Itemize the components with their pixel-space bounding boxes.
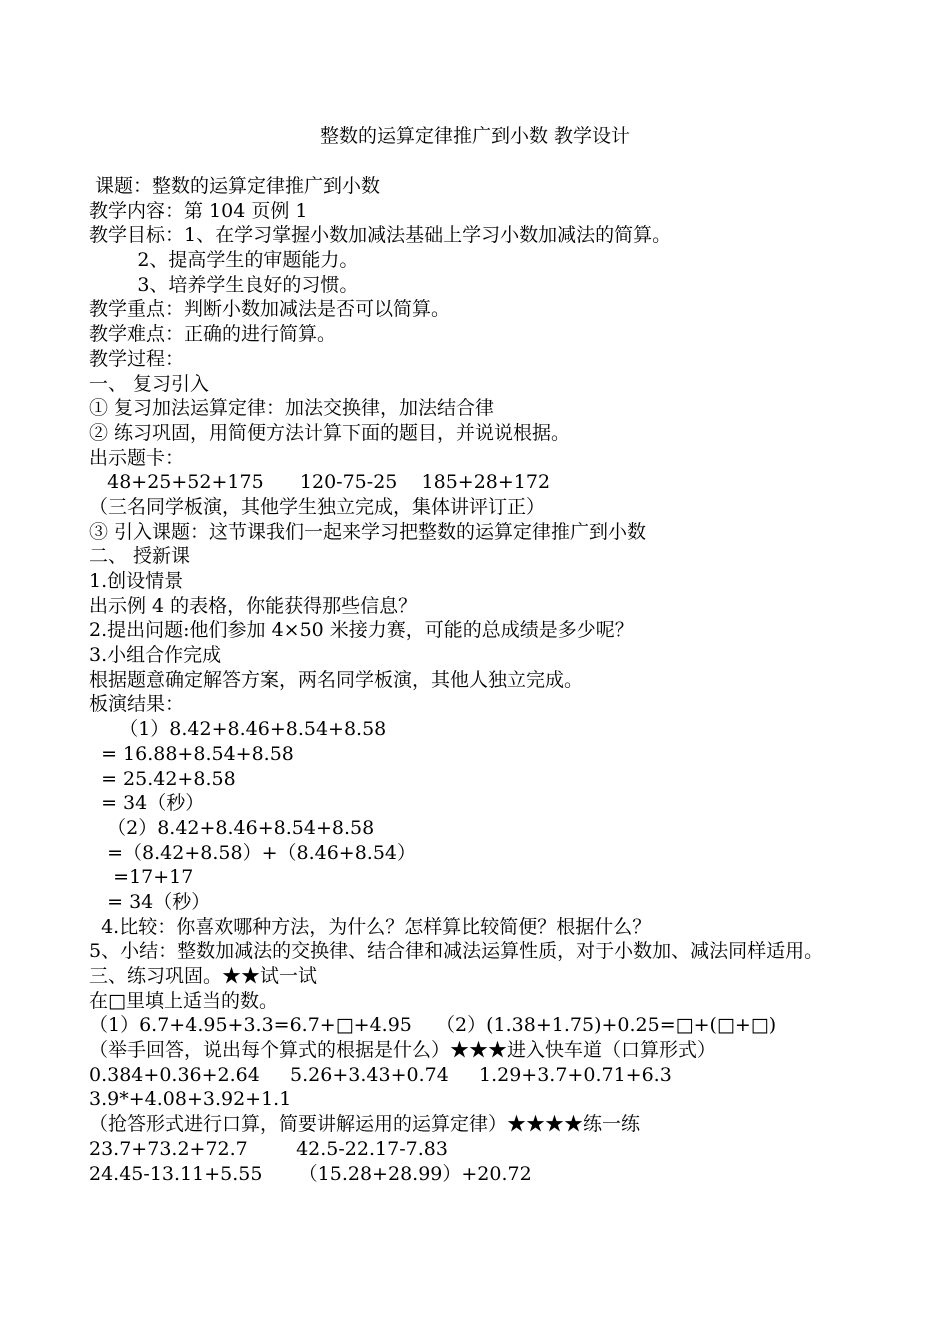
math-line: = 16.88+8.54+8.58 [89,742,294,765]
math-line: = 34（秒） [89,890,211,913]
math-line: =17+17 [89,866,194,889]
text-line-process: 教学过程： [89,347,185,370]
text-line-goal-1: 教学目标：1、在学习掌握小数加减法基础上学习小数加减法的简算。 [89,224,672,247]
text-line-board-note: （三名同学板演，其他学生独立完成，集体讲评订正） [89,495,546,518]
text-line-difficulty: 教学难点：正确的进行简算。 [89,323,337,346]
text-line-content: 教学内容：第 104 页例 1 [89,199,308,222]
math-line: 3.9*+4.08+3.92+1.1 [89,1088,292,1111]
text-line-quick-answer: （抢答形式进行口算，简要讲解运用的运算定律）★★★★练一练 [89,1113,641,1136]
text-line-card: 出示题卡： [89,446,185,469]
text-line-board-result: 板演结果： [89,693,185,716]
math-line: = 25.42+8.58 [89,767,236,790]
text-line-summary: 5、小结：整数加减法的交换律、结合律和减法运算性质，对于小数加、减法同样适用。 [89,940,824,963]
text-line-fill-in: 在□里填上适当的数。 [89,989,278,1012]
text-line-example: 出示例 4 的表格，你能获得那些信息？ [89,594,418,617]
text-line-intro: ③ 引入课题：这节课我们一起来学习把整数的运算定律推广到小数 [89,520,647,543]
text-line-card-problems: 48+25+52+175 120-75-25 185+28+172 [89,471,551,494]
document-body [89,174,879,1186]
text-line-compare: 4.比较：你喜欢哪种方法，为什么？怎样算比较简便？根据什么？ [89,915,652,938]
text-line-scenario: 1.创设情景 [89,570,184,592]
text-line-group: 3.小组合作完成 [89,644,222,667]
section-heading-new-lesson: 二、 授新课 [89,545,191,568]
text-line-question: 2.提出问题:他们参加 4×50 米接力赛，可能的总成绩是多少呢？ [89,619,634,642]
section-heading-review: 一、 复习引入 [89,372,210,395]
text-line-goal-3: 3、培养学生良好的习惯。 [89,273,359,296]
math-line: =（8.42+8.58）+（8.46+8.54） [89,841,417,864]
text-line-goal-2: 2、提高学生的审题能力。 [89,249,359,272]
section-heading-practice: 三、练习巩固。★★试一试 [89,965,318,988]
text-line-review-1: ① 复习加法运算定律：加法交换律，加法结合律 [89,397,495,420]
math-line: （1）6.7+4.95+3.3=6.7+□+4.95 （2）(1.38+1.75)+0.25=□+(□+□) [89,1014,777,1037]
math-line: 23.7+73.2+72.7 42.5-22.17-7.83 [89,1137,448,1160]
text-line-answer-note: （举手回答，说出每个算式的根据是什么）★★★进入快车道（口算形式） [89,1039,717,1062]
text-line-review-2: ② 练习巩固，用简便方法计算下面的题目，并说说根据。 [89,421,571,444]
math-line: （2）8.42+8.46+8.54+8.58 [89,816,375,839]
math-line: 0.384+0.36+2.64 5.26+3.43+0.74 1.29+3.7+0.71+6.3 [89,1063,672,1086]
document-title: 整数的运算定律推广到小数 教学设计 [319,125,631,147]
math-line: （1）8.42+8.46+8.54+8.58 [89,718,387,741]
text-line-plan: 根据题意确定解答方案，两名同学板演，其他人独立完成。 [89,668,584,691]
text-line-subject: 课题：整数的运算定律推广到小数 [89,175,381,197]
text-line-key-point: 教学重点：判断小数加减法是否可以简算。 [89,298,451,321]
math-line: = 34（秒） [89,792,205,815]
math-line: 24.45-13.11+5.55 （15.28+28.99）+20.72 [89,1162,532,1185]
